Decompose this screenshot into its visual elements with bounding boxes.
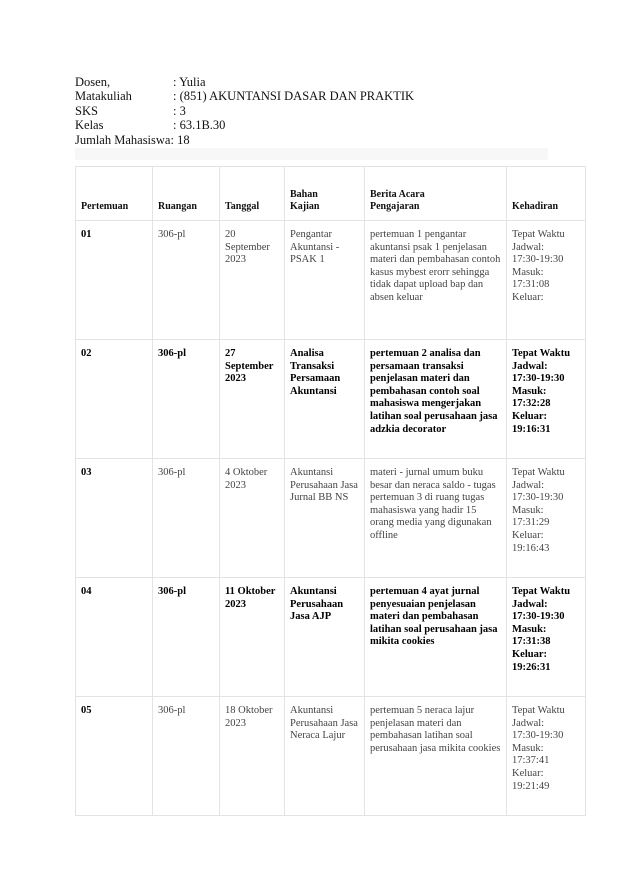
lecturer-value: : Yulia bbox=[173, 75, 206, 89]
date: 27 September 2023 bbox=[220, 340, 285, 459]
col-report-line1: Berita Acara bbox=[370, 188, 425, 200]
meeting-no: 02 bbox=[76, 340, 153, 459]
header-divider bbox=[75, 148, 548, 160]
report: pertemuan 2 analisa dan persamaan transaksi penjelasan materi dan pembahasan contoh soal mahasiswa mengerjakan latihan soal perusahaan jasa adzkia decorator bbox=[365, 340, 507, 459]
material: Akuntansi Perusahaan Jasa Jurnal BB NS bbox=[285, 459, 365, 578]
col-report-line2: Pengajaran bbox=[370, 201, 420, 213]
col-material bbox=[285, 167, 365, 221]
course-row bbox=[75, 89, 414, 103]
report: pertemuan 5 neraca lajur penjelasan materi dan pembahasan latihan soal perusahaan jasa mikita cookies bbox=[365, 697, 507, 816]
credits-row bbox=[75, 104, 414, 118]
attendance: Tepat Waktu Jadwal: 17:30-19:30 Masuk: 17:31:08 Keluar: bbox=[507, 221, 586, 340]
attendance: Tepat Waktu Jadwal: 17:30-19:30 Masuk: 17:32:28 Keluar: 19:16:31 bbox=[507, 340, 586, 459]
material: Akuntansi Perusahaan Jasa AJP bbox=[285, 578, 365, 697]
material: Pengantar Akuntansi - PSAK 1 bbox=[285, 221, 365, 340]
meeting-no: 01 bbox=[76, 221, 153, 340]
class-value: : 63.1B.30 bbox=[173, 118, 226, 133]
table-row bbox=[76, 459, 586, 578]
meeting-no: 03 bbox=[76, 459, 153, 578]
meeting-no: 04 bbox=[76, 578, 153, 697]
table-row bbox=[76, 578, 586, 697]
course-info bbox=[75, 75, 414, 147]
col-material-line2: Kajian bbox=[290, 201, 320, 213]
col-material-line1: Bahan bbox=[290, 188, 318, 200]
lecturer-label: Dosen, bbox=[75, 75, 111, 89]
date: 4 Oktober 2023 bbox=[220, 459, 285, 578]
attendance: Tepat Waktu Jadwal: 17:30-19:30 Masuk: 17:31:29 Keluar: 19:16:43 bbox=[507, 459, 586, 578]
class-row bbox=[75, 118, 414, 132]
report: materi - jurnal umum buku besar dan neraca saldo - tugas pertemuan 3 di ruang tugas mahasiswa yang hadir 15 orang media yang digunakan offline bbox=[365, 459, 507, 578]
table-header-row bbox=[76, 167, 586, 221]
course-label: Matakuliah bbox=[75, 89, 132, 104]
table-row bbox=[76, 340, 586, 459]
room: 306-pl bbox=[153, 697, 220, 816]
table-row bbox=[76, 221, 586, 340]
room: 306-pl bbox=[153, 221, 220, 340]
meeting-no: 05 bbox=[76, 697, 153, 816]
report: pertemuan 1 pengantar akuntansi psak 1 penjelasan materi dan pembahasan contoh kasus mybest erorr sehingga tidak dapat upload bap dan absen keluar bbox=[365, 221, 507, 340]
lecturer-row bbox=[75, 75, 414, 89]
room: 306-pl bbox=[153, 340, 220, 459]
student-count-label: Jumlah Mahasiswa bbox=[75, 132, 171, 147]
table-row bbox=[76, 697, 586, 816]
material: Akuntansi Perusahaan Jasa Neraca Lajur bbox=[285, 697, 365, 816]
attendance: Tepat Waktu Jadwal: 17:30-19:30 Masuk: 17:37:41 Keluar: 19:21:49 bbox=[507, 697, 586, 816]
room: 306-pl bbox=[153, 578, 220, 697]
room: 306-pl bbox=[153, 459, 220, 578]
lecture-journal-table bbox=[75, 166, 586, 816]
student-count-row bbox=[75, 133, 414, 147]
class-label: Kelas bbox=[75, 118, 104, 133]
report: pertemuan 4 ayat jurnal penyesuaian penjelasan materi dan pembahasan latihan soal perusahaan jasa mikita cookies bbox=[365, 578, 507, 697]
col-date: Tanggal bbox=[220, 167, 285, 221]
date: 11 Oktober 2023 bbox=[220, 578, 285, 697]
student-count-value: : 18 bbox=[170, 132, 190, 147]
attendance: Tepat Waktu Jadwal: 17:30-19:30 Masuk: 17:31:38 Keluar: 19:26:31 bbox=[507, 578, 586, 697]
credits-label: SKS bbox=[75, 103, 98, 118]
course-value: : (851) AKUNTANSI DASAR DAN PRAKTIK bbox=[173, 89, 415, 104]
col-attendance: Kehadiran bbox=[507, 167, 586, 221]
col-report bbox=[365, 167, 507, 221]
date: 18 Oktober 2023 bbox=[220, 697, 285, 816]
date: 20 September 2023 bbox=[220, 221, 285, 340]
credits-value: : 3 bbox=[173, 103, 186, 118]
col-room: Ruangan bbox=[153, 167, 220, 221]
material: Analisa Transaksi Persamaan Akuntansi bbox=[285, 340, 365, 459]
col-meeting: Pertemuan bbox=[76, 167, 153, 221]
